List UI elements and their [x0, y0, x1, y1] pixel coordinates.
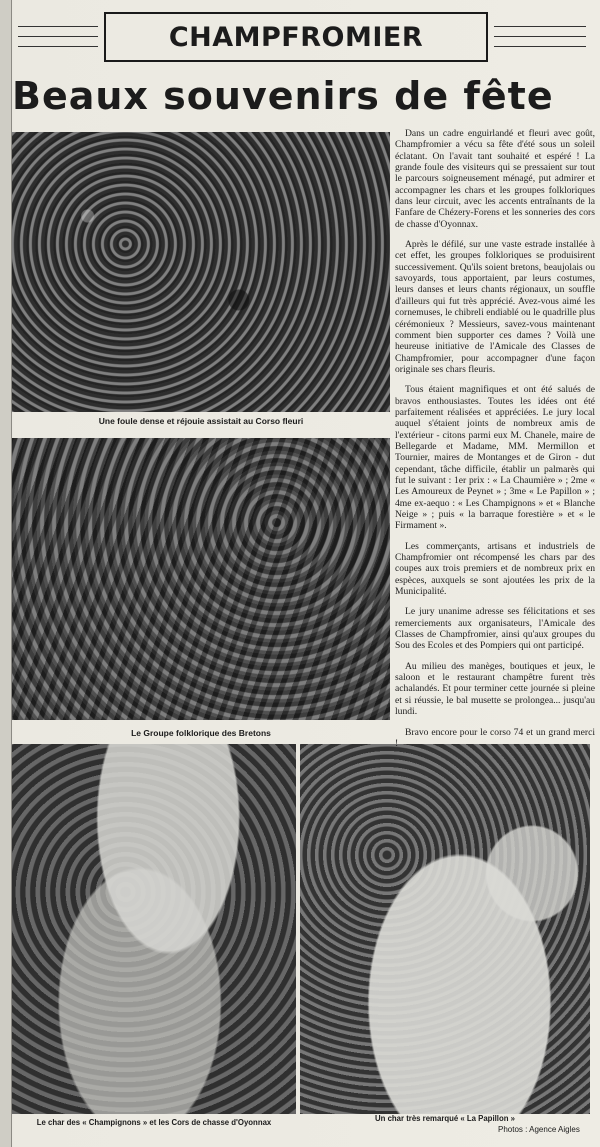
photo-champignons: [12, 744, 296, 1114]
photo-credit: Photos : Agence Aigles: [498, 1125, 580, 1134]
photo-crowd-image: [12, 132, 390, 412]
header-rule: [494, 36, 586, 37]
header-rule: [18, 36, 98, 37]
page-edge: [0, 0, 12, 1147]
photo-champignons-image: [12, 744, 296, 1114]
article-body: [395, 128, 595, 758]
header-rule: [494, 46, 586, 47]
caption-photo2: Le Groupe folklorique des Bretons: [131, 728, 271, 738]
header-rule: [494, 26, 586, 27]
photo-bretons: [12, 438, 390, 720]
article-paragraph: Le jury unanime adresse ses félicitations et ses remerciements aux organisateurs, l'Amicale des Classes de Champfromier, ainsi qu'aux groupes du Sou des Ecoles et des Pompiers qui ont participé.: [395, 606, 595, 652]
article-paragraph: Après le défilé, sur une vaste estrade installée à cet effet, les groupes folkloriques se produisirent successivement. Qu'ils soient bretons, beaujolais ou savoyards, tous apportaient, par leurs costumes, leurs danses et leurs chants régionaux, un souffle d'ailleurs qui fut très apprécié. Avez-vous aimé les cornemuses, le chibreli endiablé ou le quadrille plus cérémonieux ? Messieurs, savez-vous maintenant comment bien supporter ces dames ? Voilà une heureuse initiative de l'Amicale des Classes de Champfromier, pour accompagner d'une façon originale ses chars fleuris.: [395, 239, 595, 375]
section-title-box: [104, 12, 488, 62]
photo-crowd: [12, 132, 390, 412]
header-rule: [18, 46, 98, 47]
section-title: CHAMPFROMIER: [168, 21, 424, 53]
caption-photo3: Le char des « Champignons » et les Cors de chasse d'Oyonnax: [36, 1118, 272, 1127]
caption-photo1: Une foule dense et réjouie assistait au Corso fleuri: [98, 416, 304, 426]
photo-papillon-image: [300, 744, 590, 1114]
headline: Beaux souvenirs de fête: [12, 74, 554, 118]
photo-bretons-image: [12, 438, 390, 720]
header-rule: [18, 26, 98, 27]
article-paragraph: Bravo encore pour le corso 74 et un grand merci !: [395, 726, 595, 749]
caption-photo4: Un char très remarqué « La Papillon »: [375, 1114, 515, 1123]
article-paragraph: Tous étaient magnifiques et ont été salués de bravos enthousiastes. Toutes les idées ont été parfaitement réalisées et appréciées. Le jury local auquel s'étaient joints de nombreux amis de l'extérieur - citons parmi eux M. Chanele, maire de Bellegarde et Madame, MM. Mermillon et Tournier, maires de Montanges et de Giron - dut cependant, tâche difficile, établir un palmarès qui fut le suivant : 1er prix : « La Chaumière » ; 2me « Les Amoureux de Peynet » ; 3me « Le Papillon » ; 4me ex-aequo : « Les Champignons » et « Blanche Neige » ; puis « la barraque forestière » et « le Firmament ».: [395, 384, 595, 532]
article-paragraph: Les commerçants, artisans et industriels de Champfromier ont récompensé les chars par des coupes aux trois premiers et de nombreux prix en espèces, auxquels se sont ajoutées les prix de la Municipalité.: [395, 540, 595, 598]
article-paragraph: Au milieu des manèges, boutiques et jeux, le saloon et le restaurant champêtre furent très achalandés. Et pour terminer cette journée si pleine et si réussie, le bal musette se prolongea... jusqu'au lundi.: [395, 660, 595, 718]
article-paragraph: Dans un cadre enguirlandé et fleuri avec goût, Champfromier a vécu sa fête d'été sous un soleil éclatant. On l'avait tant souhaité et espéré ! La grande foule des visiteurs qui se pressaient sur tout le parcours soigneusement ménagé, put admirer et accompagner les chars et les groupes folkloriques dans leur circuit, avec les accents entraînants de la Fanfare de Chézery-Forens et les sonneries des cors de chasse d'Oyonnax.: [395, 128, 595, 230]
photo-papillon: [300, 744, 590, 1114]
